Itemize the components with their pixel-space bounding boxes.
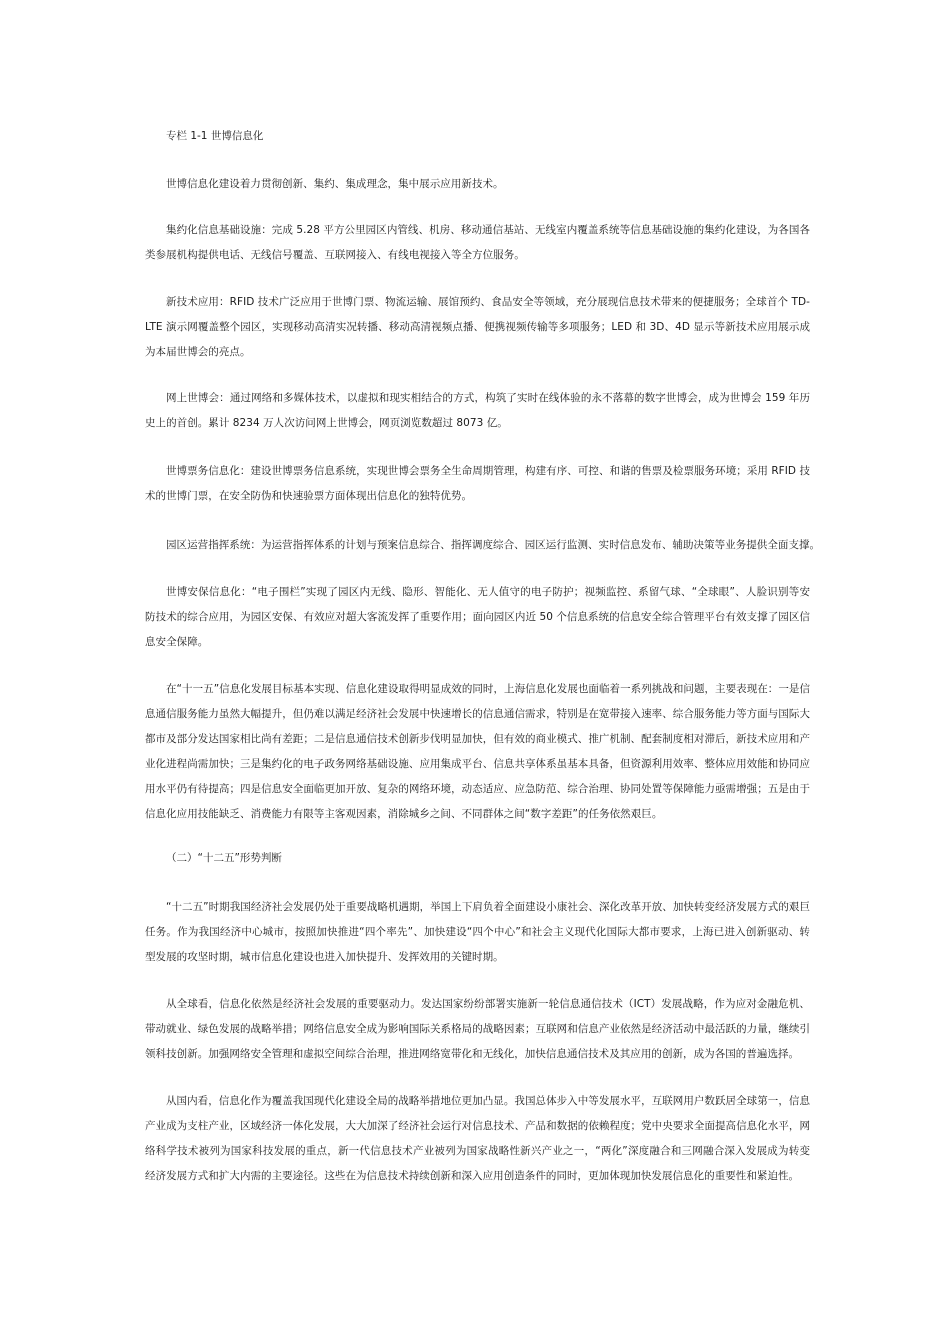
paragraph: 世博信息化建设着力贯彻创新、集约、集成理念，集中展示应用新技术。 — [166, 178, 504, 190]
paragraph: 园区运营指挥系统：为运营指挥体系的计划与预案信息综合、指挥调度综合、园区运行监测、实时信息发布、辅助决策等业务提供全面支撑。 — [166, 539, 821, 551]
paragraph: 从国内看，信息化作为覆盖我国现代化建设全局的战略举措地位更加凸显。我国总体步入中等发展水平，互联网用户数跃居全球第一，信息产业成为支柱产业，区域经济一体化发展，大大加深了经济社会运行对信息技术、产品和数据的依赖程度；党中央要求全面提高信息化水平，网络科学技术被列为国家科技发展的重点，新一代信息技术产业被列为国家战略性新兴产业之一，“两化”深度融合和三网融合深入发展成为转变经济发展方式和扩大内需的主要途径。这些在为信息技术持续创新和深入应用创造条件的同时，更加体现加快发展信息化的重要性和紧迫性。 — [145, 1095, 810, 1182]
box-title: 专栏 1-1 世博信息化 — [166, 130, 264, 142]
paragraph: 在“十一五”信息化发展目标基本实现、信息化建设取得明显成效的同时，上海信息化发展也面临着一系列挑战和问题，主要表现在：一是信息通信服务能力虽然大幅提升，但仍难以满足经济社会发展中快速增长的信息通信需求，特别是在宽带接入速率、综合服务能力等方面与国际大都市及部分发达国家相比尚有差距；二是信息通信技术创新步伐明显加快，但有效的商业模式、推广机制、配套制度相对滞后，新技术应用和产业化进程尚需加快；三是集约化的电子政务网络基础设施、应用集成平台、信息共享体系虽基本具备，但资源利用效率、整体应用效能和协同应用水平仍有待提高；四是信息安全面临更加开放、复杂的网络环境，动态适应、应急防范、综合治理、协同处置等保障能力亟需增强；五是由于信息化应用技能缺乏、消费能力有限等主客观因素，消除城乡之间、不同群体之间“数字差距”的任务依然艰巨。 — [145, 683, 810, 820]
paragraph: 新技术应用：RFID 技术广泛应用于世博门票、物流运输、展馆预约、食品安全等领域，充分展现信息技术带来的便捷服务；全球首个 TD-LTE 演示网覆盖整个园区，实现移动高清实况转播、移动高清视频点播、便携视频传输等多项服务；LED 和 3D、4D 显示等新技术应用展示成为本届世博会的亮点。 — [145, 296, 810, 358]
paragraph: 世博票务信息化：建设世博票务信息系统，实现世博会票务全生命周期管理，构建有序、可控、和谐的售票及检票服务环境；采用 RFID 技术的世博门票，在安全防伪和快速验票方面体现出信息化的独特优势。 — [145, 465, 810, 502]
paragraph: 网上世博会：通过网络和多媒体技术，以虚拟和现实相结合的方式，构筑了实时在线体验的永不落幕的数字世博会，成为世博会 159 年历史上的首创。累计 8234 万人次访问网上世博会，网页浏览数超过 8073 亿。 — [145, 392, 810, 429]
paragraph: “十二五”时期我国经济社会发展仍处于重要战略机遇期，举国上下肩负着全面建设小康社会、深化改革开放、加快转变经济发展方式的艰巨任务。作为我国经济中心城市，按照加快推进“四个率先”、加快建设“四个中心”和社会主义现代化国际大都市要求，上海已进入创新驱动、转型发展的攻坚时期，城市信息化建设也进入加快提升、发挥效用的关键时期。 — [145, 901, 810, 963]
paragraph: 从全球看，信息化依然是经济社会发展的重要驱动力。发达国家纷纷部署实施新一轮信息通信技术（ICT）发展战略，作为应对金融危机、带动就业、绿色发展的战略举措；网络信息安全成为影响国际关系格局的战略因素；互联网和信息产业依然是经济活动中最活跃的力量，继续引领科技创新。加强网络安全管理和虚拟空间综合治理，推进网络宽带化和无线化，加快信息通信技术及其应用的创新，成为各国的普遍选择。 — [145, 998, 810, 1060]
section-heading: （二）“十二五”形势判断 — [166, 852, 282, 864]
paragraph: 世博安保信息化：“电子围栏”实现了园区内无线、隐形、智能化、无人值守的电子防护；视频监控、系留气球、“全球眼”、人脸识别等安防技术的综合应用，为园区安保、有效应对超大客流发挥了重要作用；面向园区内近 50 个信息系统的信息安全综合管理平台有效支撑了园区信息安全保障。 — [145, 586, 810, 648]
paragraph: 集约化信息基础设施：完成 5.28 平方公里园区内管线、机房、移动通信基站、无线室内覆盖系统等信息基础设施的集约化建设，为各国各类参展机构提供电话、无线信号覆盖、互联网接入、有线电视接入等全方位服务。 — [145, 224, 810, 261]
